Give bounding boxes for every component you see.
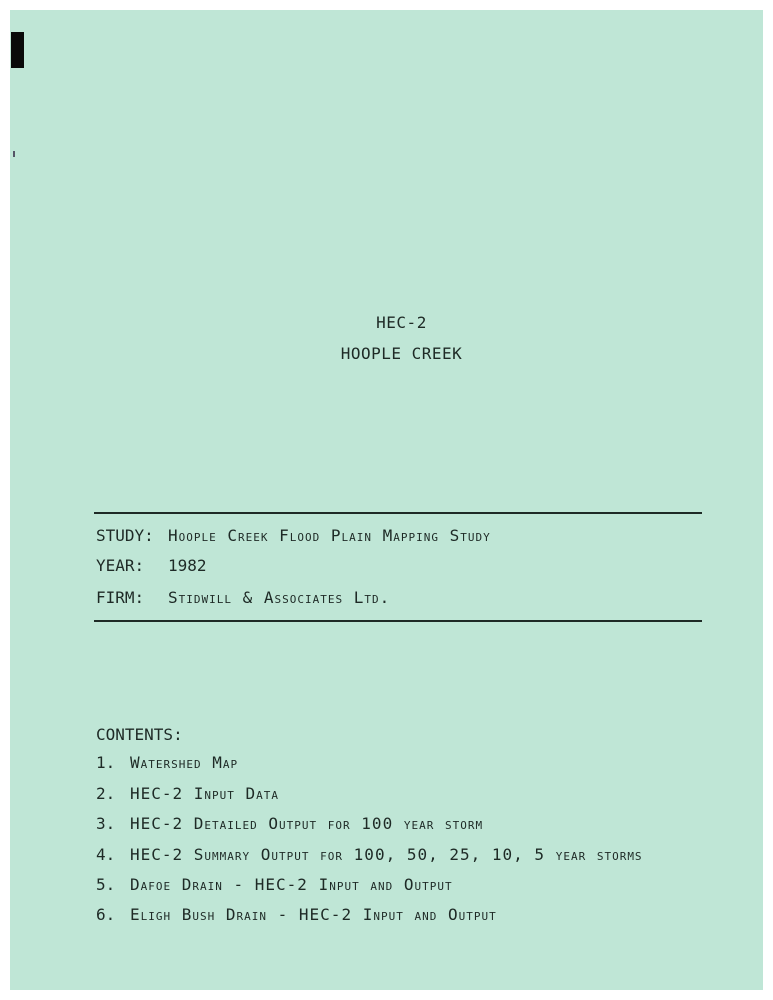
item-text: Dafoe Drain - HEC-2 Input and Output	[130, 875, 453, 894]
item-number: 4.	[96, 845, 116, 864]
scan-mark	[11, 32, 24, 68]
item-text: HEC-2 Detailed Output for 100 year storm	[130, 814, 484, 833]
divider-bottom	[94, 620, 702, 622]
firm-row	[96, 588, 390, 607]
scan-speck	[13, 151, 15, 157]
item-number: 1.	[96, 753, 116, 772]
cover-sheet	[10, 10, 763, 990]
study-label: STUDY:	[96, 526, 154, 545]
contents-heading: CONTENTS:	[96, 725, 183, 744]
contents-item	[96, 845, 643, 864]
document-title-name: HOOPLE CREEK	[340, 344, 463, 363]
contents-item	[96, 905, 497, 924]
item-number: 6.	[96, 905, 116, 924]
document-title-code: HEC-2	[376, 313, 427, 332]
firm-value: Stidwill & Associates Ltd.	[168, 588, 391, 607]
contents-item	[96, 814, 483, 833]
contents-item	[96, 753, 238, 772]
study-value: Hoople Creek Flood Plain Mapping Study	[168, 526, 491, 545]
item-text: HEC-2 Summary Output for 100, 50, 25, 10, 5 year storms	[130, 845, 643, 864]
firm-label: FIRM:	[96, 588, 145, 607]
year-row	[96, 556, 207, 575]
contents-item	[96, 875, 453, 894]
item-text: HEC-2 Input Data	[130, 784, 280, 803]
item-number: 3.	[96, 814, 116, 833]
divider-top	[94, 512, 702, 514]
item-text: Watershed Map	[130, 753, 239, 772]
year-value: 1982	[168, 556, 207, 575]
item-number: 2.	[96, 784, 116, 803]
item-number: 5.	[96, 875, 116, 894]
item-text: Eligh Bush Drain - HEC-2 Input and Output	[130, 905, 497, 924]
year-label: YEAR:	[96, 556, 145, 575]
contents-item	[96, 784, 279, 803]
study-row	[96, 526, 491, 545]
